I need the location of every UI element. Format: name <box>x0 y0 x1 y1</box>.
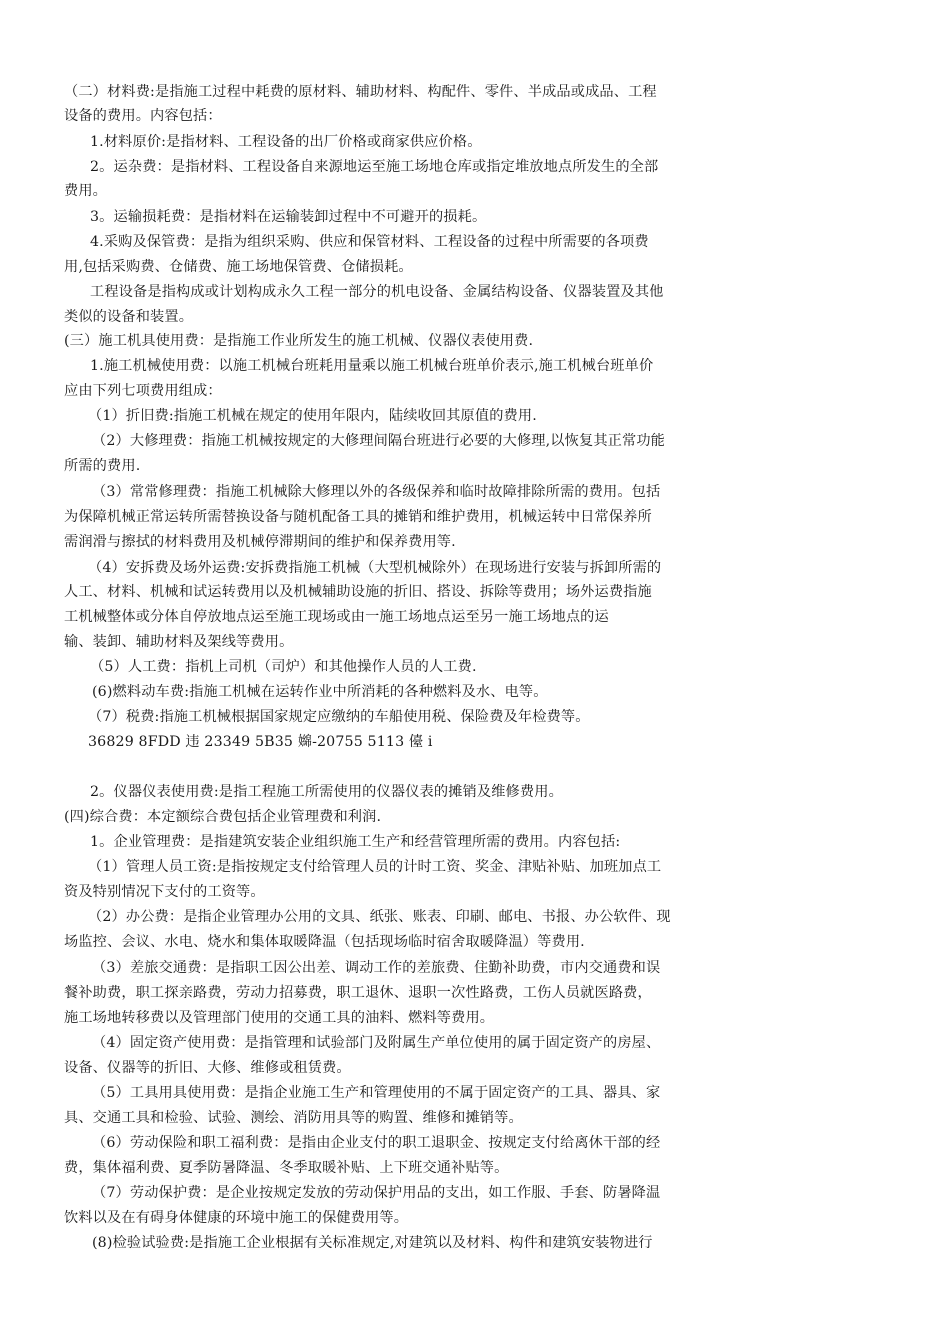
text-line: 36829 8FDD 违 23349 5B35 嬵-20755 5113 儓 i <box>88 734 433 750</box>
text-line: 餐补助费，职工探亲路费，劳动力招募费，职工退休、退职一次性路费，工伤人员就医路费， <box>64 985 652 1001</box>
text-line: 费用。 <box>64 183 108 199</box>
text-line: 工机械整体或分体自停放地点运至施工现场或由一施工场地点运至另一施工场地点的运 <box>64 609 609 625</box>
text-line: 2。仪器仪表使用费:是指工程施工所需使用的仪器仪表的摊销及维修费用。 <box>90 784 563 800</box>
text-line: 输、装卸、辅助材料及架线等费用。 <box>64 634 294 650</box>
text-line: （7）劳动保护费：是企业按规定发放的劳动保护用品的支出，如工作服、手套、防暑降温 <box>92 1185 661 1201</box>
text-line: （5）工具用具使用费：是指企业施工生产和管理使用的不属于固定资产的工具、器具、家 <box>92 1085 661 1101</box>
text-line: （6）劳动保险和职工福利费：是指由企业支付的职工退职金、按规定支付给离休干部的经 <box>92 1135 661 1151</box>
text-line: 4.采购及保管费：是指为组织采购、供应和保管材料、工程设备的过程中所需要的各项费 <box>90 234 649 250</box>
text-line: 为保障机械正常运转所需替换设备与随机配备工具的摊销和维护费用，机械运转中日常保养所 <box>64 509 652 525</box>
text-line: 1.施工机械使用费：以施工机械台班耗用量乘以施工机械台班单价表示,施工机械台班单价 <box>90 358 654 374</box>
text-line: 设备、仪器等的折旧、大修、维修或租赁费。 <box>64 1060 351 1076</box>
text-line: 具、交通工具和检验、试验、测绘、消防用具等的购置、维修和摊销等。 <box>64 1110 523 1126</box>
text-line: 工程设备是指构成或计划构成永久工程一部分的机电设备、金属结构设备、仪器装置及其他 <box>90 284 664 300</box>
text-line: 需润滑与擦拭的材料费用及机械停滞期间的维护和保养费用等. <box>64 534 456 550</box>
text-line: （3）常常修理费：指施工机械除大修理以外的各级保养和临时故障排除所需的费用。包括 <box>92 484 661 500</box>
text-line: （1）管理人员工资:是指按规定支付给管理人员的计时工资、奖金、津贴补贴、加班加点工 <box>88 859 662 875</box>
text-line: 1。企业管理费：是指建筑安装企业组织施工生产和经营管理所需的费用。内容包括: <box>90 834 621 850</box>
text-line: 1.材料原价:是指材料、工程设备的出厂价格或商家供应价格。 <box>90 134 482 150</box>
text-line: 所需的费用. <box>64 458 141 474</box>
text-line: 人工、材料、机械和试运转费用以及机械辅助设施的折旧、搭设、拆除等费用；场外运费指施 <box>64 584 652 600</box>
text-line: （5）人工费：指机上司机（司炉）和其他操作人员的人工费. <box>90 659 477 675</box>
text-line: （2）办公费：是指企业管理办公用的文具、纸张、账表、印刷、邮电、书报、办公软件、现 <box>88 909 671 925</box>
text-line: 设备的费用。内容包括： <box>64 108 222 124</box>
text-line: （4）安拆费及场外运费:安拆费指施工机械（大型机械除外）在现场进行安装与拆卸所需的 <box>88 560 662 576</box>
text-line: 资及特别情况下支付的工资等。 <box>64 884 265 900</box>
text-line: （2）大修理费：指施工机械按规定的大修理间隔台班进行必要的大修理,以恢复其正常功能 <box>92 433 666 449</box>
text-line: 施工场地转移费以及管理部门使用的交通工具的油料、燃料等费用。 <box>64 1010 495 1026</box>
text-line: (四)综合费：本定额综合费包括企业管理费和利润. <box>64 809 382 825</box>
text-line: （二）材料费:是指施工过程中耗费的原材料、辅助材料、构配件、零件、半成品或成品、工程 <box>64 84 657 100</box>
text-line: 饮料以及在有碍身体健康的环境中施工的保健费用等。 <box>64 1210 409 1226</box>
text-line: (三）施工机具使用费：是指施工作业所发生的施工机械、仪器仪表使用费. <box>64 333 534 349</box>
text-line: (6)燃料动车费:指施工机械在运转作业中所消耗的各种燃料及水、电等。 <box>92 684 548 700</box>
text-line: （1）折旧费:指施工机械在规定的使用年限内，陆续收回其原值的费用. <box>88 408 537 424</box>
text-line: 类似的设备和装置。 <box>64 309 194 325</box>
text-line: 2。运杂费：是指材料、工程设备自来源地运至施工场地仓库或指定堆放地点所发生的全部 <box>90 159 659 175</box>
text-line: 应由下列七项费用组成： <box>64 383 222 399</box>
text-line: （3）差旅交通费：是指职工因公出差、调动工作的差旅费、住勤补助费，市内交通费和误 <box>92 960 661 976</box>
text-line: 场监控、会议、水电、烧水和集体取暖降温（包括现场临时宿舍取暖降温）等费用. <box>64 934 585 950</box>
text-line: （4）固定资产使用费：是指管理和试验部门及附属生产单位使用的属于固定资产的房屋、 <box>92 1035 661 1051</box>
text-line: (8)检验试验费:是指施工企业根据有关标准规定,对建筑以及材料、构件和建筑安装物进行 <box>92 1235 653 1251</box>
text-line: 费，集体福利费、夏季防暑降温、冬季取暖补贴、上下班交通补贴等。 <box>64 1160 509 1176</box>
text-line: 3。运输损耗费：是指材料在运输装卸过程中不可避开的损耗。 <box>90 209 487 225</box>
text-line: （7）税费:指施工机械根据国家规定应缴纳的车船使用税、保险费及年检费等。 <box>88 709 590 725</box>
text-line: 用,包括采购费、仓储费、施工场地保管费、仓储损耗。 <box>64 259 413 275</box>
